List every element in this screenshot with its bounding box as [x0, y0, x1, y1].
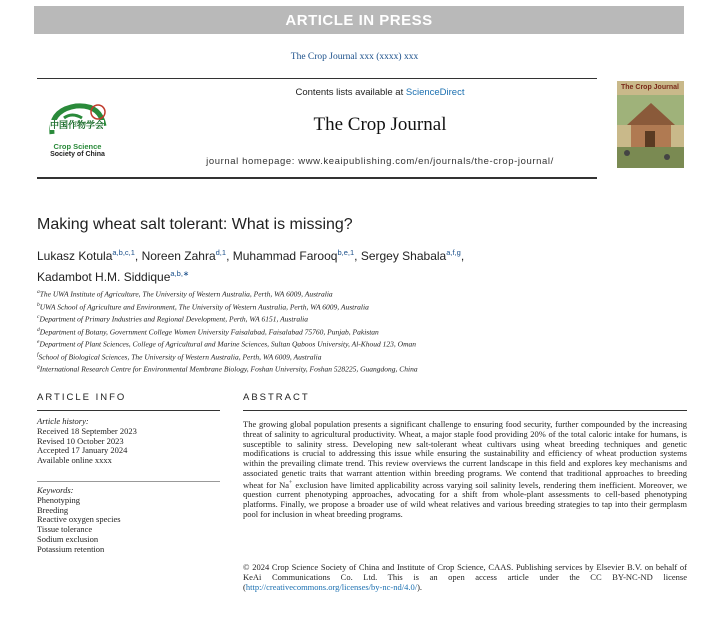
- author[interactable]: Sergey Shabala$^{a,f,g}$: [360, 248, 461, 263]
- history-label: Article history:: [37, 416, 89, 426]
- author-list: Lukasz Kotula$^{a,b,c,1}$, Noreen Zahra$^{d,1}$, Muhammad Farooq$^{b,e,1}$, Sergey Shabala$^{a,f,g}$, Kadambot H.M. Siddique$^{a,b,∗}$: [37, 248, 465, 284]
- header-top-rule: [37, 78, 597, 79]
- journal-cover-image: [617, 81, 684, 168]
- article-history: [37, 417, 220, 466]
- logo-caption: [30, 142, 125, 160]
- keyword-item: Phenotyping: [37, 494, 80, 505]
- keyword-item: Reactive oxygen species: [37, 514, 121, 525]
- abstract-rule: [243, 410, 687, 411]
- journal-title: The Crop Journal: [313, 114, 447, 135]
- history-item: Available online xxxx: [37, 455, 112, 466]
- logo-cjk-text: 中国作物学会: [49, 121, 105, 131]
- author[interactable]: Muhammad Farooq$^{b,e,1}$: [232, 248, 355, 263]
- author[interactable]: Kadambot H.M. Siddique$^{a,b,∗}$: [37, 269, 190, 284]
- contents-prefix: Contents lists available at: [295, 87, 406, 98]
- author[interactable]: Lukasz Kotula$^{a,b,c,1}$: [37, 248, 135, 263]
- keywords-label: Keywords:: [37, 485, 74, 495]
- affiliation-item: $^f$School of Biological Sciences, The University of Western Australia, Perth, WA 6009, Australia: [37, 351, 322, 361]
- affiliation-item: $^c$Department of Primary Industries and Regional Development, Perth, WA 6151, Australia: [37, 314, 308, 324]
- journal-homepage[interactable]: journal homepage: www.keaipublishing.com/en/journals/the-crop-journal/: [206, 156, 554, 167]
- cover-title: The Crop Journal: [621, 84, 679, 91]
- abstract-heading: ABSTRACT: [243, 392, 310, 403]
- header-bottom-rule: [37, 177, 597, 179]
- running-head[interactable]: The Crop Journal xxx (xxxx) xxx: [290, 52, 419, 62]
- sciencedirect-link[interactable]: ScienceDirect: [405, 87, 465, 98]
- keyword-item: Sodium exclusion: [37, 533, 99, 544]
- affiliation-item: $^g$International Research Centre for Environmental Membrane Biology, Foshan University, Foshan 528225, Guangdong, China: [37, 364, 418, 374]
- history-item: Revised 10 October 2023: [37, 435, 124, 446]
- abstract-body: The growing global population presents a significant challenge to ensuring food security, further compounded by the increasing threat of salinity to agricultural productivity. Wheat, a major staple food providing 20% of the total caloric intake for humans, is susceptible to salinity stress. Developing new salt-tolerant wheat cultivars using wheat breeding techniques and genetic modifications is crucial to addressing this issue while ensuring the sustainability and efficiency of wheat production systems within the prevailing climate trend. This review overviews the current landscape in this field and explores key mechanisms and associated genetic traits that warrant attention within breeding programs. We contend that traditional approaches to breeding wheat for Na+ exclusion have limited applicability across varying soil salinity levels, rendering them inefficient. Moreover, we question current phenotyping approaches, advocating for a shift from whole-plant assessments to cell-based phenotyping platforms. Finally, we propose a broader use of wild wheat relatives and various breeding strategies to tap into their germplasm pool for inclusion in wheat breeding programs.: [243, 419, 687, 519]
- keywords: [37, 486, 220, 555]
- keyword-item: Potassium retention: [37, 543, 105, 554]
- affiliation-item: $^d$Department of Botany, Government College Women University Faisalabad, Faisalabad 75760, Punjab, Pakistan: [37, 326, 379, 336]
- author[interactable]: Noreen Zahra$^{d,1}$: [141, 248, 227, 263]
- affiliation-item: $^a$The UWA Institute of Agriculture, The University of Western Australia, Perth, WA 6009, Australia: [37, 289, 333, 299]
- affiliation-item: $^e$Department of Plant Sciences, College of Agricultural and Marine Sciences, Sultan Qaboos University, Al-Khoud 123, Oman: [37, 339, 417, 349]
- article-title: Making wheat salt tolerant: What is missing?: [37, 216, 353, 233]
- history-item: Received 18 September 2023: [37, 425, 137, 436]
- keyword-item: Breeding: [37, 504, 69, 515]
- article-in-press-banner: ARTICLE IN PRESS: [34, 6, 684, 34]
- history-rule: [37, 481, 220, 482]
- affiliation-item: $^b$UWA School of Agriculture and Environment, The University of Western Australia, Perth, WA 6009, Australia: [37, 301, 369, 311]
- logo-name-line2: Society of China: [50, 151, 105, 159]
- history-item: Accepted 17 January 2024: [37, 445, 128, 456]
- article-info-heading: ARTICLE INFO: [37, 392, 127, 403]
- contents-line: [160, 87, 600, 98]
- copyright-notice: © 2024 Crop Science Society of China and Institute of Crop Science, CAAS. Publishing services by Elsevier B.V. on behalf of KeAi Communications Co. Ltd. This is an open access article under the CC BY-NC-ND license (http://creativecommons.org/licenses/by-nc-nd/4.0/).: [243, 562, 687, 592]
- article-info-rule: [37, 410, 220, 411]
- logo-name-line1: Crop Science: [53, 142, 102, 151]
- affiliations: [37, 287, 687, 375]
- license-link[interactable]: http://creativecommons.org/licenses/by-nc-nd/4.0/: [245, 581, 418, 592]
- keyword-item: Tissue tolerance: [37, 524, 93, 535]
